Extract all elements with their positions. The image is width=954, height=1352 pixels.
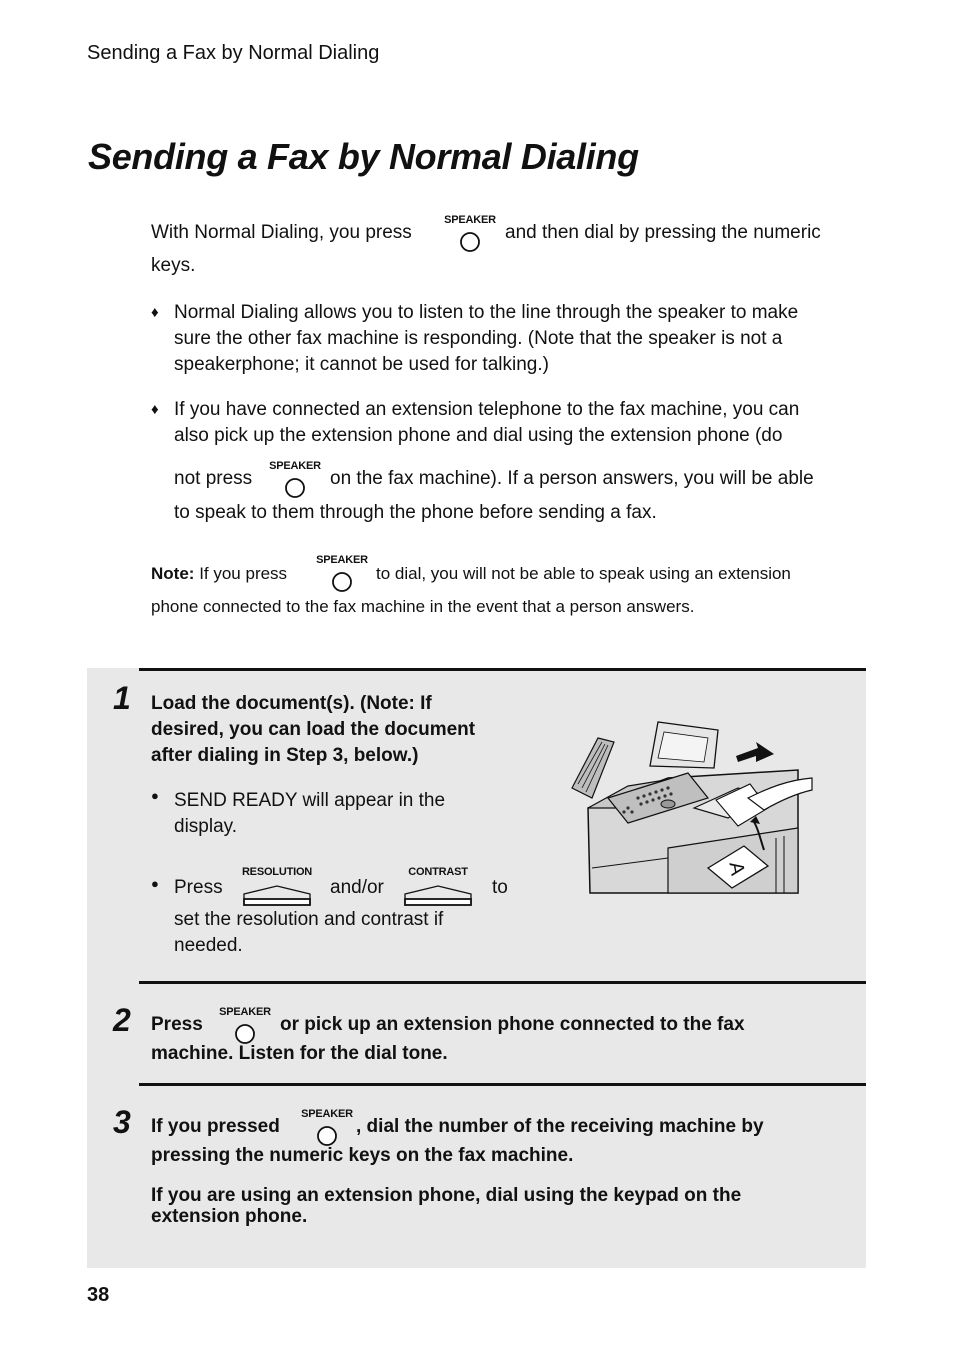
speaker-key-icon: SPEAKER: [271, 460, 319, 500]
step-2-after: or pick up an extension phone connected to the fax: [280, 1014, 745, 1035]
step-1-bullet-1: SEND READY will appear in the display.: [174, 790, 446, 837]
step-1-rule: [139, 668, 866, 671]
step-1-number: 1: [113, 680, 131, 716]
running-header: Sending a Fax by Normal Dialing: [87, 42, 380, 64]
note-cont: phone connected to the fax machine in the event that a person answers.: [151, 597, 695, 616]
step-3-line2: pressing the numeric keys on the fax machine.: [151, 1145, 574, 1166]
page-number: 38: [87, 1284, 110, 1306]
speaker-key-icon: SPEAKER: [318, 554, 366, 594]
bullet-1: Normal Dialing allows you to listen to the line through the speaker to make sure the other fax machine is responding. (Note that the speaker is not a speakerphone; it cannot be used for talking.): [174, 302, 799, 375]
step-1-bullet-2-cont: set the resolution and contrast if needed.: [174, 909, 444, 956]
fax-machine-illustration: [568, 718, 814, 896]
contrast-key-icon: CONTRAST: [398, 866, 478, 910]
speaker-key-icon: SPEAKER: [446, 214, 494, 254]
dot-bullet-icon: ●: [151, 788, 159, 803]
note-after: to dial, you will not be able to speak using an extension: [376, 564, 791, 583]
step-3-rule: [139, 1083, 866, 1086]
diamond-bullet-icon: ♦: [151, 401, 159, 418]
step-3-para2: If you are using an extension phone, dial using the keypad on the extension phone.: [151, 1185, 742, 1227]
step-1-to: to: [492, 877, 508, 898]
page-title: Sending a Fax by Normal Dialing: [88, 136, 639, 177]
bullet-2-line3b: on the fax machine). If a person answers, you will be able: [330, 468, 814, 489]
speaker-key-icon: SPEAKER: [221, 1006, 269, 1046]
dot-bullet-icon: ●: [151, 876, 159, 891]
step-2-line2: machine. Listen for the dial tone.: [151, 1043, 448, 1064]
step-3-number: 3: [113, 1104, 131, 1140]
step-3-before: If you pressed: [151, 1116, 280, 1137]
note-label: Note:: [151, 564, 195, 583]
step-2-rule: [139, 981, 866, 984]
intro-line1: [151, 220, 412, 246]
bullet-2-line4: to speak to them through the phone before sending a fax.: [174, 502, 657, 523]
step-3-after: , dial the number of the receiving machine by: [356, 1116, 764, 1137]
step-1-press: Press: [174, 877, 223, 898]
intro-cont: keys.: [151, 255, 196, 276]
intro-after: and then dial by pressing the numeric: [505, 222, 821, 243]
bullet-2: If you have connected an extension telephone to the fax machine, you can also pick up the extension phone and dial using the extension phone (do: [174, 399, 800, 446]
intro-before: With Normal Dialing, you press: [151, 222, 412, 243]
resolution-key-icon: RESOLUTION: [236, 866, 318, 910]
step-1-heading: Load the document(s). (Note: If desired, you can load the document after dialing in Step 3, below.): [151, 693, 476, 766]
step-2-press: Press: [151, 1014, 203, 1035]
speaker-key-icon: SPEAKER: [303, 1108, 351, 1148]
illustration-letter: A: [724, 860, 749, 878]
step-1-andor: and/or: [330, 877, 384, 898]
note-line1: Note: If you press: [151, 564, 288, 583]
diamond-bullet-icon: ♦: [151, 304, 159, 321]
bullet-2-line3a: not press: [174, 468, 253, 489]
step-2-number: 2: [113, 1002, 131, 1038]
